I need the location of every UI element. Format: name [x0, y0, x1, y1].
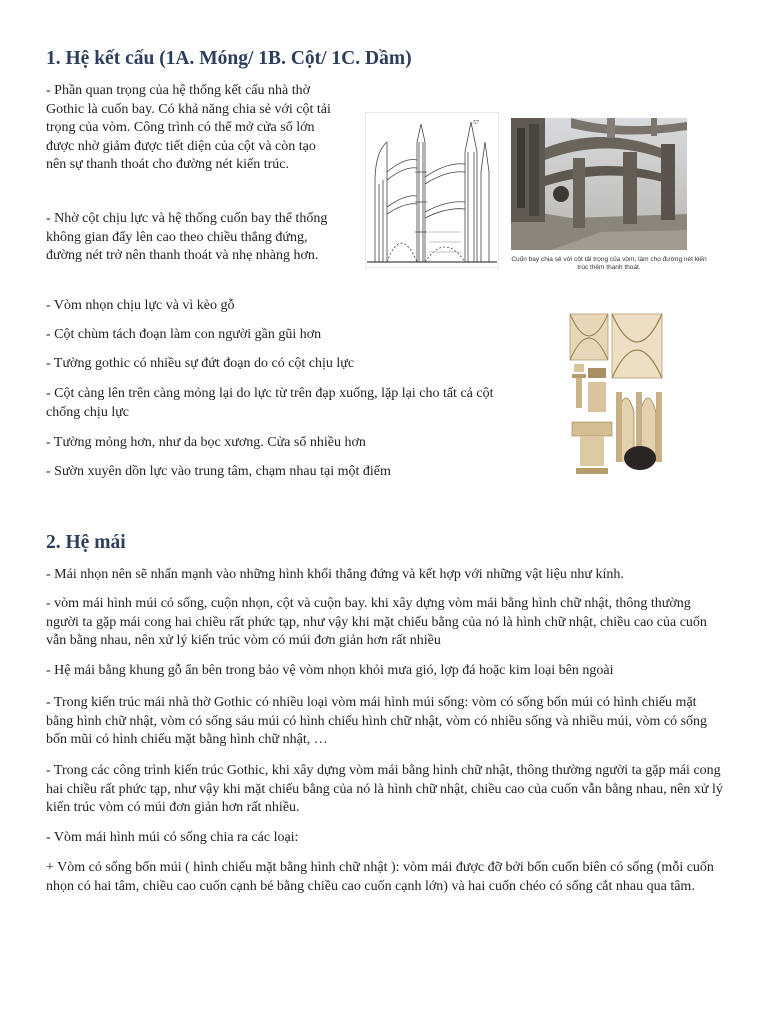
gothic-columns-illustration [566, 312, 666, 476]
section-1-heading: 1. Hệ kết cấu (1A. Móng/ 1B. Cột/ 1C. Dầm) [46, 48, 412, 69]
s2-paragraph-7: + Vòm có sống bốn múi ( hình chiếu mặt bằng hình chữ nhật ): vòm mái được đỡ bởi bốn cuốn biên có sống (mỗi cuốn nhọn có hai tâm, chiều cao cuốn cạnh bé bằng chiều cao cuốn cạnh lớn) và hai cuốn chéo có sống cắt nhau qua tâm. [46, 860, 714, 894]
s1-paragraph-2: - Nhờ cột chịu lực và hệ thống cuốn bay thể thống không gian đẩy lên cao theo chiều thẳng đứng, đường nét trở nên thanh thoát và nhẹ nhàng hơn. [46, 211, 328, 263]
drawing-label: 57 [473, 120, 479, 126]
flying-buttress-drawing [365, 112, 499, 268]
s2-paragraph-4: - Trong kiến trúc mái nhà thờ Gothic có nhiều loại vòm mái hình múi sống: vòm có sống bốn múi có hình chiếu mặt bằng hình chữ nhật, vòm có sống sáu múi có hình chiếu hình chữ nhật, vòm có nhiều sống và nhiều múi, vòm có sống bốn mũi có hình chiếu mặt bằng hình chữ nhật, … [46, 695, 708, 747]
section-2-heading: 2. Hệ mái [46, 532, 126, 553]
s1-paragraph-6: - Cột càng lên trên càng mỏng lại do lực từ trên đạp xuống, lặp lại cho tất cả cột chống chịu lực [46, 386, 494, 420]
s2-paragraph-5: - Trong các công trình kiến trúc Gothic, khi xây dựng vòm mái bằng hình chữ nhật, thông thường người ta gặp mái cong hai chiều rất phức tạp, như vậy khi mặt chiếu bằng của nó là hình chữ nhật, chiều cao của cuốn vẫn bằng nhau, nên xử lý kiến trúc vòm có múi đơn giản hơn rất nhiều. [46, 763, 723, 815]
s1-paragraph-8: - Sườn xuyên dồn lực vào trung tâm, chạm nhau tại một điểm [46, 464, 391, 479]
s1-paragraph-3: - Vòm nhọn chịu lực và vì kèo gỗ [46, 298, 235, 313]
s1-paragraph-1: - Phần quan trọng của hệ thống kết cấu nhà thờ Gothic là cuốn bay. Có khả năng chia sẻ với cột tải trọng của vòm. Công trình có thể mở cửa sổ lớn được nhờ giảm được tiết diện của cột và còn tạo nên sự thanh thoát cho đường nét kiến trúc. [46, 83, 331, 172]
s2-paragraph-2: - vòm mái hình múi có sống, cuộn nhọn, cột và cuộn bay. khi xây dựng vòm mái bằng hình chữ nhật, thông thường người ta gặp mái cong hai chiều rất phức tạp, như vậy khi mặt chiếu bằng của nó là hình chữ nhật, chiều cao của cuốn vẫn bằng nhau, nên xử lý kiến trúc vòm có múi đơn giản hơn rất nhiều [46, 596, 707, 648]
s2-paragraph-1: - Mái nhọn nên sẽ nhấn mạnh vào những hình khối thẳng đứng và kết hợp với những vật liệu như kính. [46, 567, 624, 582]
s1-paragraph-4: - Cột chùm tách đoạn làm con người gần gũi hơn [46, 327, 322, 342]
photo-caption: Cuốn bay chia sẻ với cột tải trọng của vòm, làm cho đường nét kiến trúc thêm thanh thoát. [511, 256, 707, 271]
flying-buttress-photo [511, 118, 687, 250]
s2-paragraph-3: - Hệ mái bằng khung gỗ ẩn bên trong bảo vệ vòm nhọn khỏi mưa gió, lợp đá hoặc kim loại bên ngoài [46, 663, 614, 678]
s2-paragraph-6: - Vòm mái hình múi có sống chia ra các loại: [46, 830, 299, 845]
s1-paragraph-7: - Tường mỏng hơn, như da bọc xương. Cửa sổ nhiều hơn [46, 435, 366, 450]
s1-paragraph-5: - Tường gothic có nhiều sự đứt đoạn do có cột chịu lực [46, 356, 355, 371]
